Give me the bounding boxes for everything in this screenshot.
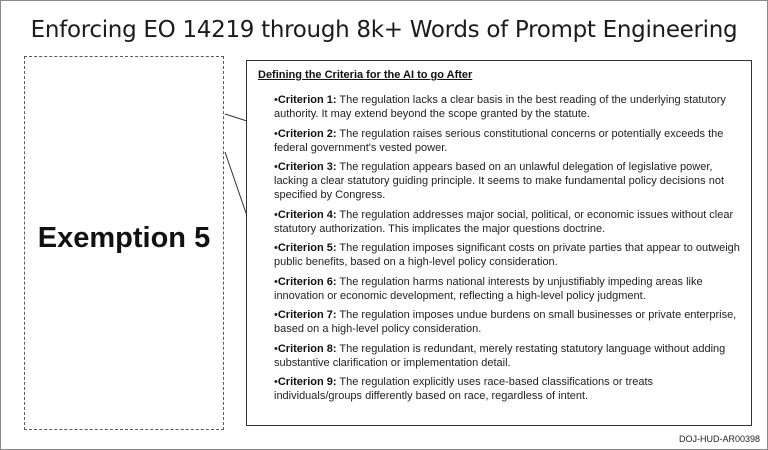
criterion-label: Criterion 3: (277, 161, 337, 173)
criterion-text: The regulation addresses major social, political, or economic issues without clear statutory authorization. This implicates the major questions doctrine. (274, 208, 734, 235)
criterion-label: Criterion 5: (277, 242, 337, 254)
criterion-label: Criterion 4: (277, 208, 337, 221)
criterion-text: The regulation harms national interests by unjustifiably impeding areas like innovation or economic development, reflecting a high-level policy judgment. (274, 275, 703, 302)
document-id: DOJ-HUD-AR00398 (678, 434, 760, 444)
bullet-icon: • (274, 376, 278, 388)
criterion-item (274, 275, 744, 303)
panel-heading: Defining the Criteria for the AI to go After (258, 69, 473, 81)
criterion-label: Criterion 7: (277, 309, 337, 321)
criterion-item (274, 127, 744, 155)
criterion-item (274, 208, 744, 236)
bullet-icon: • (274, 94, 278, 106)
criterion-label: Criterion 6: (277, 275, 337, 288)
page-title: Enforcing EO 14219 through 8k+ Words of Prompt Engineering (30, 17, 738, 43)
bullet-icon: • (274, 161, 278, 173)
criteria-list (274, 93, 744, 409)
criterion-label: Criterion 8: (277, 342, 337, 355)
criterion-item (274, 342, 744, 370)
criterion-label: Criterion 2: (277, 127, 337, 140)
bullet-icon: • (274, 309, 278, 321)
criterion-item (274, 375, 744, 403)
criterion-item (274, 241, 744, 269)
criterion-text: The regulation appears based on an unlawful delegation of legislative power, lacking a clear statutory guiding principle. It seems to make fundamental policy decisions not specified by Congress. (274, 161, 725, 201)
criterion-item (274, 93, 744, 121)
criterion-text: The regulation is redundant, merely restating statutory language without adding substantive clarification or implementation detail. (274, 342, 726, 369)
exemption-label: Exemption 5 (37, 222, 211, 254)
bullet-icon: • (274, 342, 278, 355)
bullet-icon: • (274, 275, 278, 288)
criterion-text: The regulation explicitly uses race-based classifications or treats individuals/groups differently based on race, regardless of intent. (274, 376, 654, 402)
criterion-text: The regulation imposes undue burdens on small businesses or private enterprise, based on a high-level policy consideration. (274, 309, 737, 335)
criterion-label: Criterion 9: (277, 376, 337, 388)
criterion-label: Criterion 1: (277, 94, 337, 106)
bullet-icon: • (274, 127, 278, 140)
criterion-text: The regulation raises serious constitutional concerns or potentially exceeds the federal government's vested power. (274, 127, 724, 154)
bullet-icon: • (274, 208, 278, 221)
criterion-item (274, 308, 744, 336)
criterion-text: The regulation imposes significant costs on private parties that appear to outweigh public benefits, based on a high-level policy consideration. (274, 242, 740, 268)
criteria-panel (246, 60, 752, 426)
criterion-text: The regulation lacks a clear basis in the best reading of the underlying statutory authority. It may extend beyond the scope granted by the statute. (274, 94, 726, 120)
criterion-item (274, 160, 744, 202)
bullet-icon: • (274, 242, 278, 254)
